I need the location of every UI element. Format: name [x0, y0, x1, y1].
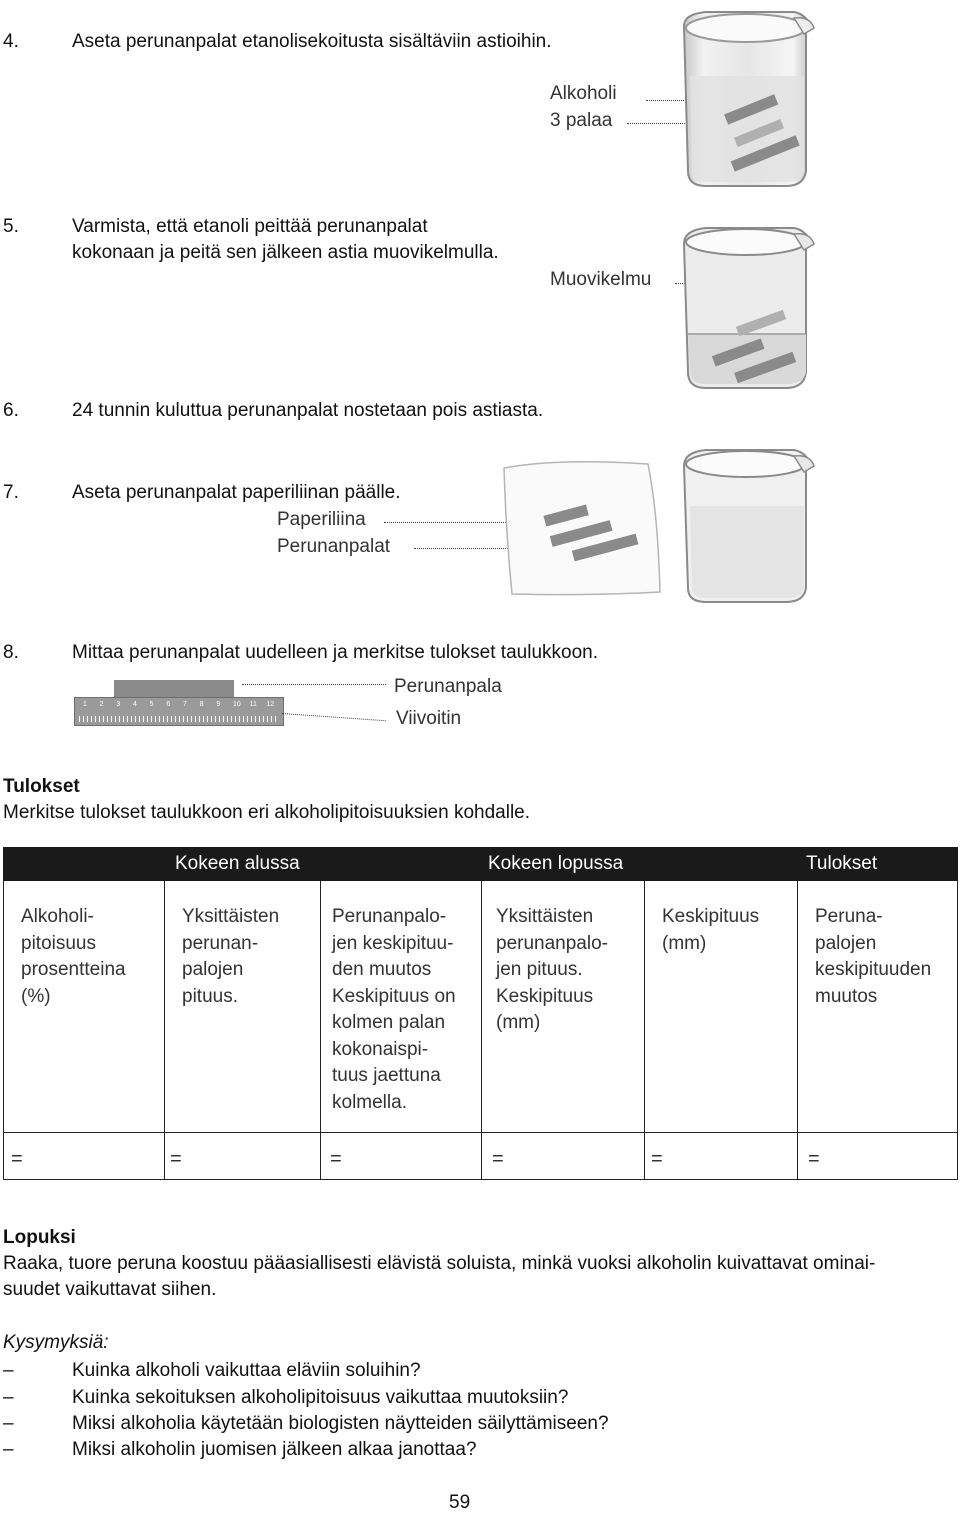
ruler-tick-label: 3	[116, 701, 121, 708]
ruler-mm-marks	[79, 716, 279, 722]
leader-line-ruler	[282, 713, 386, 721]
step-7-text: Aseta perunanpalat paperiliinan päälle.	[72, 482, 401, 503]
results-instruction: Merkitse tulokset taulukkoon eri alkoholipitoisuuksien kohdalle.	[3, 802, 531, 823]
step-4-number: 4.	[3, 31, 19, 52]
step-7-number: 7.	[3, 482, 19, 503]
table-divider	[164, 881, 165, 1179]
column-header-average-change: Perunanpalo- jen keskipituu- den muutos Keskipituus on kolmen palan kokonaispi- tuus jaettuna kolmella.	[332, 906, 456, 1113]
table-row-divider	[3, 1132, 958, 1133]
step-6-number: 6.	[3, 400, 19, 421]
label-three-pieces: 3 palaa	[550, 110, 613, 131]
ruler-tick-label: 9	[216, 701, 221, 708]
step-6-text: 24 tunnin kuluttua perunanpalat nostetaan pois astiasta.	[72, 400, 544, 421]
ruler-tick-label: 4	[133, 701, 137, 708]
ruler-tick-label: 8	[199, 701, 204, 708]
step-4-text: Aseta perunanpalat etanolisekoitusta sisältäviin astioihin.	[72, 31, 552, 52]
ruler-tick-label: 11	[249, 701, 257, 708]
label-potato-piece: Perunanpala	[394, 676, 502, 697]
column-header-start-lengths: Yksittäisten perunan- palojen pituus.	[182, 906, 280, 1007]
table-cell-value[interactable]: =	[170, 1148, 182, 1170]
step-5-number: 5.	[3, 216, 19, 237]
step-5-line-1: Varmista, että etanoli peittää perunanpalat	[72, 216, 428, 237]
question-item: Miksi alkoholin juomisen jälkeen alkaa janottaa?	[72, 1439, 477, 1460]
question-bullet: –	[3, 1387, 14, 1408]
page-number: 59	[449, 1492, 471, 1513]
ruler-tick-label: 10	[233, 701, 241, 708]
question-item: Kuinka alkoholi vaikuttaa eläviin soluihin?	[72, 1360, 421, 1381]
beaker-with-alcohol-image	[676, 6, 826, 190]
conclusion-line-2: suudet vaikuttavat siihen.	[3, 1279, 217, 1300]
table-header-results: Tulokset	[806, 853, 878, 874]
results-heading: Tulokset	[3, 776, 80, 797]
table-cell-value[interactable]: =	[492, 1148, 504, 1170]
question-item: Miksi alkoholia käytetään biologisten näytteiden säilyttämiseen?	[72, 1413, 609, 1434]
table-cell-value[interactable]: =	[808, 1148, 820, 1170]
table-cell-value[interactable]: =	[330, 1148, 342, 1170]
step-8-text: Mittaa perunanpalat uudelleen ja merkitse tulokset taulukkoon.	[72, 642, 598, 663]
label-plastic-wrap: Muovikelmu	[550, 269, 652, 290]
table-cell-value[interactable]: =	[651, 1148, 663, 1170]
beaker-with-plastic-wrap-image	[676, 222, 826, 392]
empty-beaker-image	[676, 444, 826, 606]
ruler-image	[74, 697, 284, 726]
table-header-start: Kokeen alussa	[175, 853, 300, 874]
table-header-end: Kokeen lopussa	[488, 853, 624, 874]
conclusion-heading: Lopuksi	[3, 1227, 76, 1248]
conclusion-line-1: Raaka, tuore peruna koostuu pääasiallisesti elävistä soluista, minkä vuoksi alkoholin kuivattavat ominai-	[3, 1253, 876, 1274]
column-header-length-change: Peruna- palojen keskipituuden muutos	[815, 906, 932, 1007]
label-potato-pieces: Perunanpalat	[277, 536, 391, 557]
paper-towel-with-pieces-image	[498, 454, 668, 604]
label-ruler: Viivoitin	[396, 708, 462, 729]
ruler-tick-label: 5	[149, 701, 154, 708]
question-bullet: –	[3, 1439, 14, 1460]
table-header-bar	[3, 847, 958, 881]
column-header-end-lengths: Yksittäisten perunanpalo- jen pituus. Keskipituus (mm)	[496, 906, 608, 1033]
column-header-average-length: Keskipituus (mm)	[662, 906, 760, 954]
leader-line-potato-piece	[242, 684, 386, 685]
step-8-number: 8.	[3, 642, 19, 663]
table-cell-value[interactable]: =	[11, 1148, 23, 1170]
questions-heading: Kysymyksiä:	[3, 1332, 109, 1353]
column-header-alcohol-percentage: Alkoholi- pitoisuus prosentteina (%)	[21, 906, 126, 1007]
question-bullet: –	[3, 1360, 14, 1381]
table-divider	[320, 881, 321, 1179]
ruler-tick-label: 7	[183, 701, 187, 708]
ruler-tick-label: 1	[83, 701, 87, 708]
table-divider	[797, 881, 798, 1179]
question-bullet: –	[3, 1413, 14, 1434]
potato-piece-image	[114, 680, 234, 697]
label-alcohol: Alkoholi	[550, 83, 617, 104]
table-divider	[481, 881, 482, 1179]
table-divider	[644, 881, 645, 1179]
question-item: Kuinka sekoituksen alkoholipitoisuus vaikuttaa muutoksiin?	[72, 1387, 569, 1408]
step-5-line-2: kokonaan ja peitä sen jälkeen astia muovikelmulla.	[72, 242, 499, 263]
ruler-tick-label: 2	[99, 701, 104, 708]
ruler-tick-label: 12	[266, 701, 275, 708]
label-paper-towel: Paperiliina	[277, 509, 366, 530]
ruler-tick-label: 6	[166, 701, 171, 708]
